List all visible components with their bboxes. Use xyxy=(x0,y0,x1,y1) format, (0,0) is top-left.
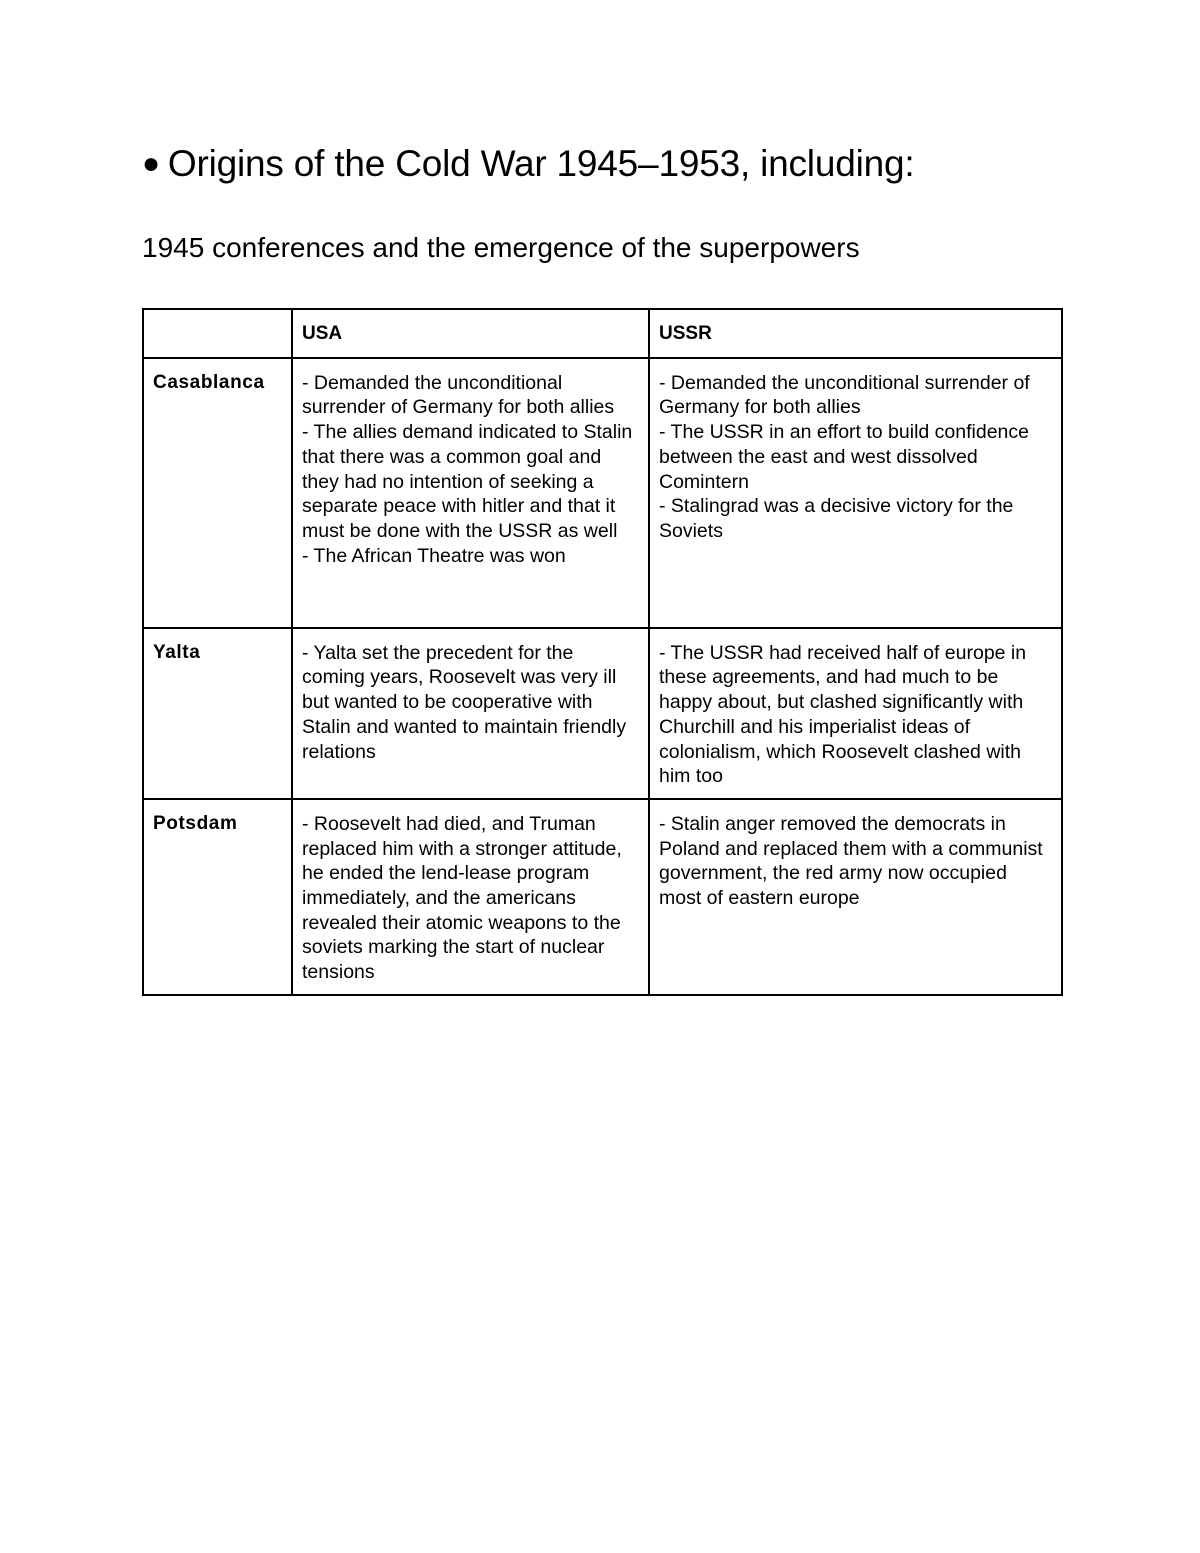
cell-casablanca-ussr: - Demanded the unconditional surrender of Germany for both allies - The USSR in an effort to build confidence between the east and west dissolved Comintern - Stalingrad was a decisive victory for the Soviets xyxy=(649,358,1062,628)
column-header-usa: USA xyxy=(292,309,649,358)
row-header-potsdam: Potsdam xyxy=(143,799,292,995)
cell-potsdam-usa: - Roosevelt had died, and Truman replaced him with a stronger attitude, he ended the lend-lease program immediately, and the americans revealed their atomic weapons to the soviets marking the start of nuclear tensions xyxy=(292,799,649,995)
table-row xyxy=(143,358,1062,628)
cell-yalta-usa: - Yalta set the precedent for the coming years, Roosevelt was very ill but wanted to be cooperative with Stalin and wanted to maintain friendly relations xyxy=(292,628,649,799)
cell-yalta-ussr: - The USSR had received half of europe in these agreements, and had much to be happy about, but clashed significantly with Churchill and his imperialist ideas of colonialism, which Roosevelt clashed with him too xyxy=(649,628,1062,799)
cell-casablanca-usa: - Demanded the unconditional surrender of Germany for both allies - The allies demand indicated to Stalin that there was a common goal and they had no intention of seeking a separate peace with hitler and that it must be done with the USSR as well - The African Theatre was won xyxy=(292,358,649,628)
table-header-row xyxy=(143,309,1062,358)
heading-text: Origins of the Cold War 1945–1953, including: xyxy=(167,143,915,184)
table-corner-cell xyxy=(143,309,292,358)
table-row xyxy=(143,799,1062,995)
table-row xyxy=(143,628,1062,799)
document-heading xyxy=(142,140,914,191)
bullet-icon: ● xyxy=(142,147,160,180)
row-header-yalta: Yalta xyxy=(143,628,292,799)
column-header-ussr: USSR xyxy=(649,309,1062,358)
conferences-table xyxy=(142,308,1063,996)
cell-potsdam-ussr: - Stalin anger removed the democrats in Poland and replaced them with a communist government, the red army now occupied most of eastern europe xyxy=(649,799,1062,995)
document-subheading: 1945 conferences and the emergence of the superpowers xyxy=(142,232,860,263)
row-header-casablanca: Casablanca xyxy=(143,358,292,628)
